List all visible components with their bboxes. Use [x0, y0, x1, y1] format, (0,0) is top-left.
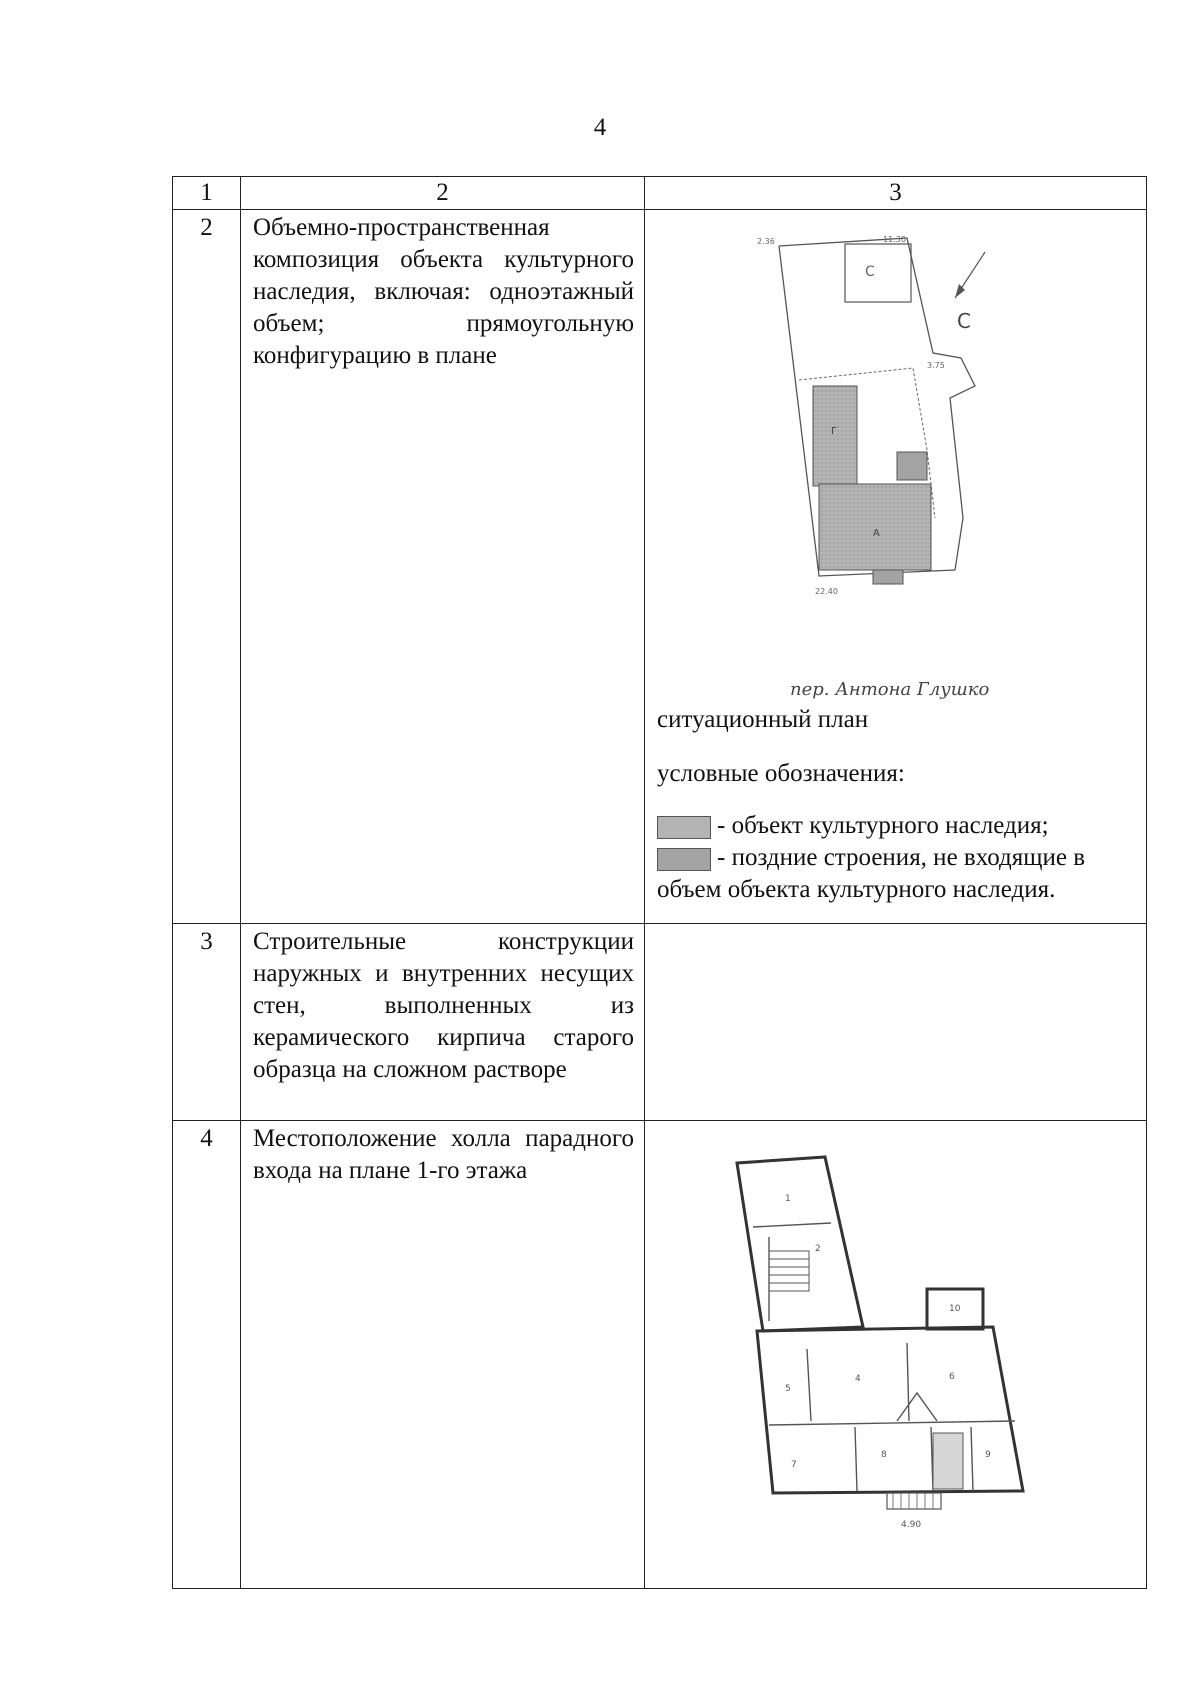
- porch: [873, 570, 903, 584]
- row-description-text: Объемно-пространственная композиция объекта культурного наследия, включая: одноэтажный объем; прямоугольную конфигурацию в плане: [253, 214, 634, 369]
- north-label: С: [957, 309, 971, 333]
- plan-caption: ситуационный план: [657, 706, 869, 733]
- legend-text-heritage: - объект культурного наследия;: [717, 812, 1049, 839]
- row-description: [241, 924, 645, 1121]
- table-row: [173, 924, 1147, 1121]
- header-cell-2: 2: [241, 177, 645, 210]
- page-number: 4: [593, 114, 607, 141]
- site-plan-drawing: [645, 218, 1145, 618]
- entrance-hall: [933, 1433, 963, 1489]
- svg-text:С: С: [865, 264, 875, 280]
- svg-text:3.75: 3.75: [927, 361, 945, 370]
- outbuilding: [845, 244, 911, 302]
- legend-swatch-late-buildings: [657, 848, 711, 871]
- svg-text:8: 8: [881, 1450, 887, 1460]
- site-plan-cell: [645, 210, 1147, 924]
- row-description-text: Местоположение холла парадного входа на плане 1-го этажа: [253, 1125, 634, 1184]
- row-number: 4: [173, 1121, 241, 1589]
- monument-features-table: [172, 176, 1147, 1589]
- svg-text:5: 5: [785, 1384, 791, 1394]
- legend-swatch-heritage: [657, 816, 711, 839]
- floor-plan-cell: [645, 1121, 1147, 1589]
- heritage-building-main: [819, 484, 931, 570]
- svg-text:4.90: 4.90: [901, 1520, 922, 1530]
- svg-text:6: 6: [949, 1372, 955, 1382]
- legend-title: условные обозначения:: [657, 760, 905, 787]
- row-number: 2: [173, 210, 241, 924]
- header-cell-3: 3: [645, 177, 1147, 210]
- table-row: [173, 1121, 1147, 1589]
- floor-plan-drawing: [645, 1131, 1145, 1531]
- legend-item-heritage: [657, 810, 1137, 842]
- row-number: 3: [173, 924, 241, 1121]
- svg-text:А: А: [873, 528, 880, 539]
- svg-text:1: 1: [785, 1194, 791, 1204]
- street-label: пер. Антона Глушко: [790, 679, 990, 700]
- table-row: [173, 210, 1147, 924]
- svg-text:10: 10: [949, 1304, 961, 1314]
- svg-text:7: 7: [791, 1460, 797, 1470]
- svg-text:2.36: 2.36: [757, 237, 775, 246]
- row-description: [241, 1121, 645, 1589]
- legend-item-late-buildings: [657, 842, 1137, 906]
- late-extension: [897, 452, 927, 480]
- table-header-row: [173, 177, 1147, 210]
- row-description: [241, 210, 645, 924]
- empty-figure-cell: [645, 924, 1147, 1121]
- main-block-walls: [757, 1327, 1023, 1493]
- svg-text:22.40: 22.40: [815, 587, 838, 596]
- svg-text:11.30: 11.30: [883, 235, 906, 244]
- header-cell-1: 1: [173, 177, 241, 210]
- svg-text:2: 2: [815, 1244, 821, 1254]
- north-wing-walls: [737, 1157, 863, 1331]
- svg-text:Г: Г: [831, 426, 838, 437]
- legend-text-late-buildings: - поздние строения, не входящие в объем объекта культурного наследия.: [657, 844, 1086, 903]
- svg-text:4: 4: [855, 1374, 861, 1384]
- row-description-text: Строительные конструкции наружных и внутренних несущих стен, выполненных из керамического кирпича старого образца на сложном растворе: [253, 928, 634, 1083]
- svg-text:9: 9: [985, 1450, 991, 1460]
